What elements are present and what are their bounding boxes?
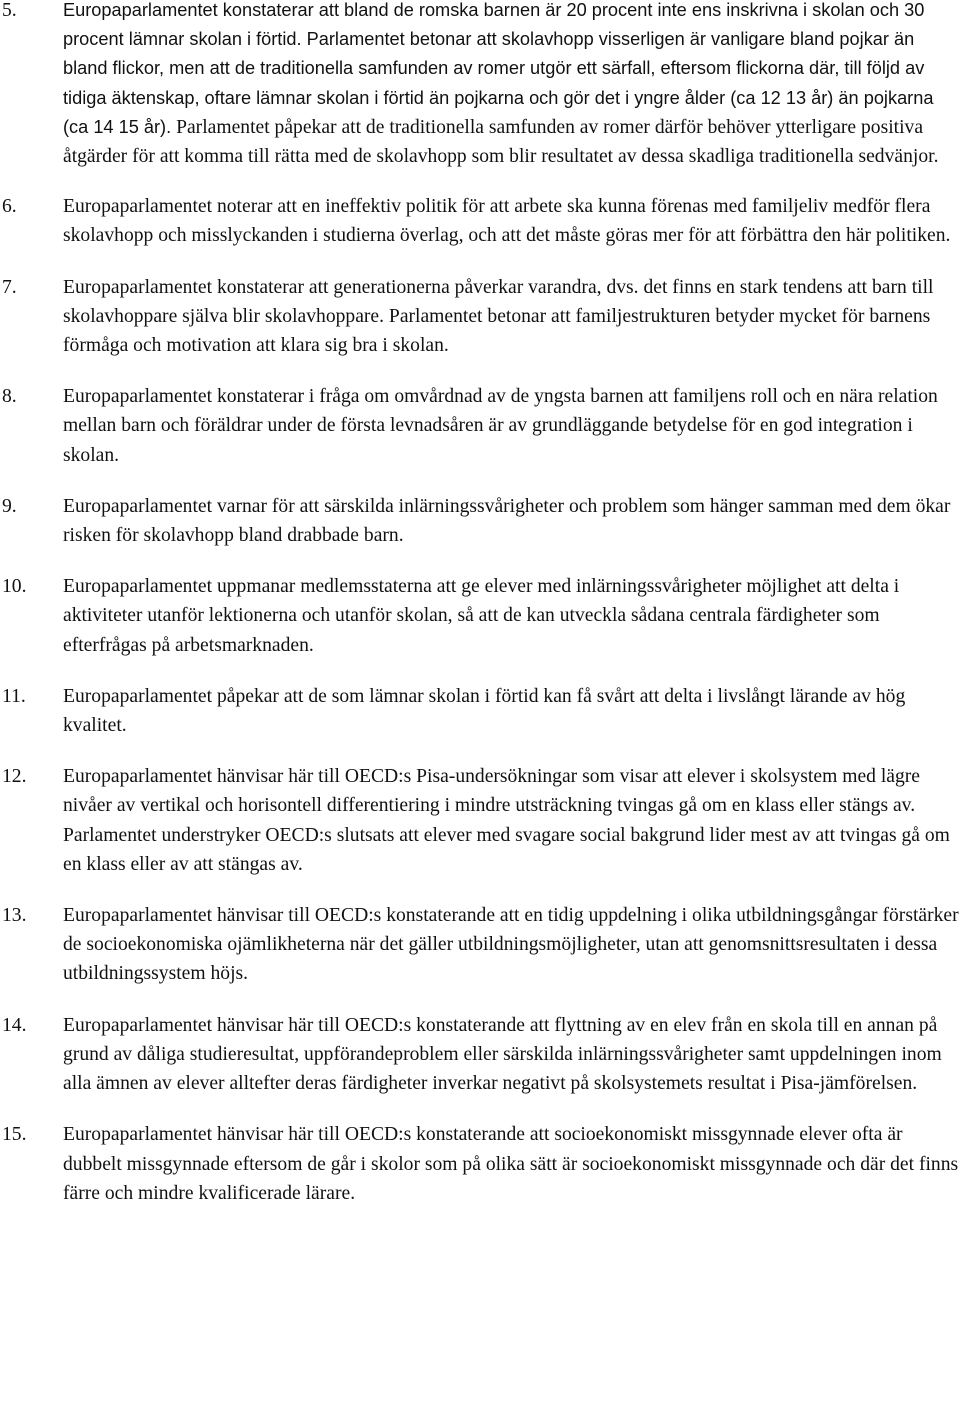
- paragraph-number: 5.: [2, 0, 17, 21]
- paragraph-text: Europaparlamentet påpekar att de som lämnar skolan i förtid kan få svårt att delta i livslångt lärande av hög kvalitet.: [63, 685, 906, 737]
- paragraph-number: 6.: [2, 196, 17, 218]
- paragraph-number: 9.: [2, 495, 17, 517]
- paragraph-number: 13.: [2, 905, 27, 927]
- paragraph-item: [0, 572, 960, 660]
- paragraph-item: [0, 382, 960, 470]
- paragraph-item: [0, 682, 960, 740]
- paragraph-text: Europaparlamentet hänvisar här till OECD:s konstaterande att socioekonomiskt missgynnade elever ofta är dubbelt missgynnade eftersom de går i skolor som på olika sätt är socioekonomiskt missgynnade och där det finns färre och mindre kvalificerade lärare.: [63, 1124, 959, 1204]
- paragraph-text: Europaparlamentet uppmanar medlemsstaterna att ge elever med inlärningssvårigheter möjlighet att delta i aktiviteter utanför lektionerna och utanför skolan, så att de kan utveckla sådana centrala färdigheter som efterfrågas på arbetsmarknaden.: [63, 576, 900, 656]
- paragraph-text: Europaparlamentet konstaterar i fråga om omvårdnad av de yngsta barnen att familjens roll och en nära relation mellan barn och föräldrar under de första levnadsåren är av grundläggande betydelse för en god integration i skolan.: [63, 386, 938, 466]
- paragraph-item: [0, 1011, 960, 1099]
- paragraph-number: 10.: [2, 576, 27, 598]
- paragraph-item: [0, 762, 960, 879]
- paragraph-number: 14.: [2, 1014, 27, 1036]
- paragraph-text: Europaparlamentet varnar för att särskilda inlärningssvårigheter och problem som hänger samman med dem ökar risken för skolavhopp bland drabbade barn.: [63, 495, 951, 547]
- paragraph-item: [0, 0, 960, 171]
- paragraph-item: [0, 273, 960, 361]
- paragraph-text-sans: Europaparlamentet konstaterar att bland de romska barnen är 20 procent inte ens inskrivna i skolan och 30 procent lämnar skolan i förtid. Parlamentet betonar att skolavhopp visserligen är vanligare bland pojkar än bland flickor, men att de traditionella samfunden av romer utgör ett särfall, eftersom flickorna där, till följd av tidiga äktenskap, oftare lämnar skolan i förtid än pojkarna och gör det i yngre ålder (ca 12 13 år) än pojkarna (ca 14 15 år).: [63, 0, 934, 137]
- paragraph-text: Europaparlamentet hänvisar här till OECD:s konstaterande att flyttning av en elev från en skola till en annan på grund av dåliga studieresultat, uppförandeproblem eller särskilda inlärningssvårigheter samt uppdelningen inom alla ämnen av elever alltefter deras färdigheter inverkar negativt på skolsystemets resultat i Pisa-jämförelsen.: [63, 1014, 942, 1095]
- paragraph-text: Europaparlamentet konstaterar att generationerna påverkar varandra, dvs. det finns en stark tendens att barn till skolavhoppare själva blir skolavhoppare. Parlamentet betonar att familjestrukturen betyder mycket för barnens förmåga och motivation att klara sig bra i skolan.: [63, 276, 934, 357]
- paragraph-number: 7.: [2, 276, 17, 298]
- paragraph-number: 8.: [2, 386, 17, 408]
- paragraph-text: Europaparlamentet hänvisar till OECD:s konstaterande att en tidig uppdelning i olika utbildningsgångar förstärker de socioekonomiska ojämlikheterna när det gäller utbildningsmöjligheter, utan att genomsnittsresultaten i dessa utbildningssystem höjs.: [63, 905, 959, 985]
- paragraph-text: [63, 0, 960, 171]
- paragraph-text: Europaparlamentet noterar att en ineffektiv politik för att arbete ska kunna förenas med familjeliv medför flera skolavhopp och misslyckanden i studierna överlag, och att det måste göras mer för att förbättra den här politiken.: [63, 196, 951, 247]
- paragraph-number: 11.: [2, 685, 26, 707]
- paragraph-text: Europaparlamentet hänvisar här till OECD:s Pisa-undersökningar som visar att elever i skolsystem med lägre nivåer av vertikal och horisontell differentiering i mindre utsträckning tvingas gå om en klass eller stängs av. Parlamentet understryker OECD:s slutsats att elever med svagare social bakgrund lider mest av att tvingas gå om en klass eller av att stängas av.: [63, 766, 950, 875]
- paragraph-item: [0, 192, 960, 250]
- paragraph-text-serif: Parlamentet påpekar att de traditionella samfunden av romer därför behöver ytterligare positiva åtgärder för att komma till rätta med de skolavhopp som blir resultatet av dessa skadliga traditionella sedvänjor.: [63, 116, 939, 168]
- paragraph-number: 12.: [2, 766, 27, 788]
- paragraph-number: 15.: [2, 1124, 27, 1146]
- paragraph-item: [0, 492, 960, 550]
- paragraph-item: [0, 1120, 960, 1208]
- paragraph-item: [0, 901, 960, 989]
